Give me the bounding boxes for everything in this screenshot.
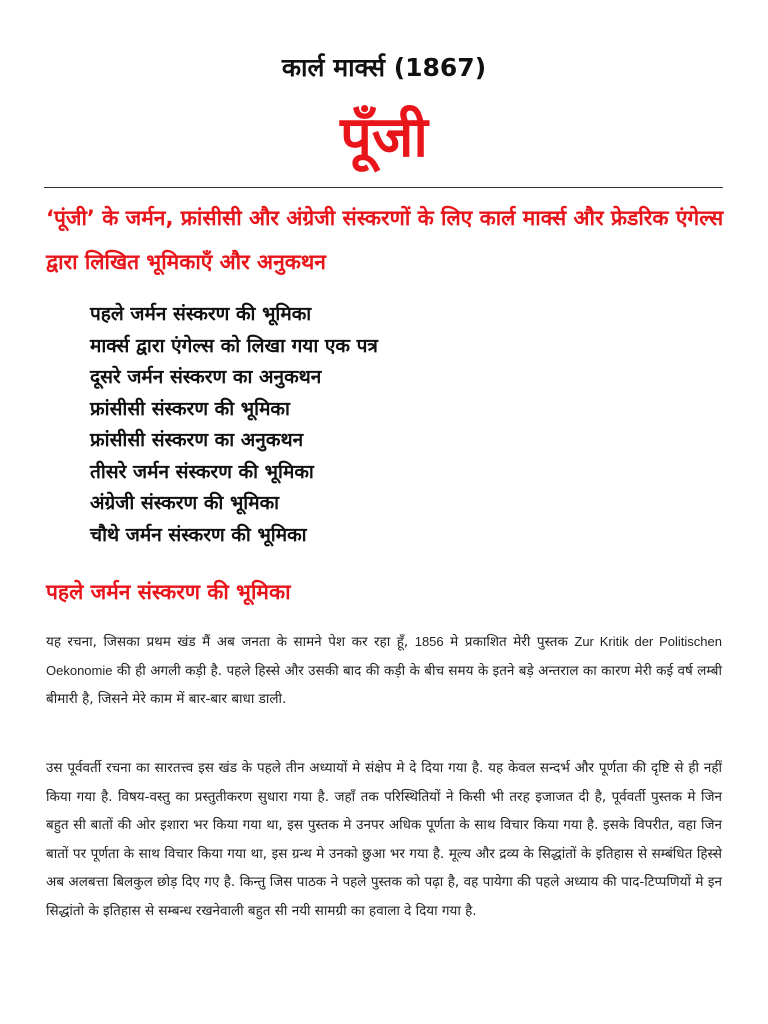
year: 1856 [414, 634, 444, 649]
table-of-contents [90, 299, 378, 551]
toc-item: तीसरे जर्मन संस्करण की भूमिका [90, 460, 314, 483]
author-line: कार्ल मार्क्स (1867) [281, 53, 487, 82]
book-title: पूँजी [340, 105, 428, 170]
toc-item: फ्रांसीसी संस्करण की भूमिका [90, 397, 290, 420]
toc-item: अंग्रेजी संस्करण की भूमिका [90, 492, 280, 514]
book-reference: Zur Kritik der Politischen Oekonomie [46, 634, 722, 678]
section-heading: पहले जर्मन संस्करण की भूमिका [46, 580, 291, 604]
paragraph-text: यह रचना, जिसका प्रथम खंड मैं अब जनता के सामने पेश कर रहा हूँ, [46, 634, 415, 650]
paragraph-text: मे प्रकाशित मेरी पुस्तक [443, 634, 575, 650]
body-paragraph: उस पूर्ववर्ती रचना का सारतत्त्व इस खंड के पहले तीन अध्यायों मे संक्षेप मे दे दिया गया है. यह केवल सन्दर्भ और पूर्णता की दृष्टि से ही नहीं किया गया है. विषय-वस्तु का प्रस्तुतीकरण सुधारा गया है. जहाँ तक परिस्थितियों ने किसी भी तरह इजाजत दी है, पूर्ववर्ती पुस्तक मे जिन बहुत सी बातों की ओर इशारा भर किया गया था, इस पुस्तक मे उनपर अधिक पूर्णता के साथ विचार किया गया है. इसके विपरीत, वहा जिन बातों पर पूर्णता के साथ विचार किया गया था, इस ग्रन्थ मे उनको छुआ भर गया है. मूल्य और द्रव्य के सिद्धांतों के इतिहास से सम्बंधित हिस्से अब अलबत्ता बिलकुल छोड़ दिए गए है. किन्तु जिस पाठक ने पहले पुस्तक को पढ़ा है, वह पायेगा की पहले अध्याय की पाद-टिप्पणियों मे इन सिद्धांतो के इतिहास से सम्बन्ध रखनेवाली बहुत सी नयी सामग्री का हवाला दे दिया गया है. [46, 760, 722, 919]
divider [44, 187, 723, 188]
toc-item: दूसरे जर्मन संस्करण का अनुकथन [90, 366, 322, 388]
toc-item: मार्क्स द्वारा एंगेल्स को लिखा गया एक पत्र [90, 334, 378, 357]
toc-item: चौथे जर्मन संस्करण की भूमिका [90, 523, 307, 546]
paragraph-text: की ही अगली कड़ी है. पहले हिस्से और उसकी बाद की कड़ी के बीच समय के इतने बड़े अन्तराल का कारण मेरी कई वर्ष लम्बी बीमारी है, जिसने मेरे काम में बार-बार बाधा डाली. [46, 662, 722, 707]
toc-item: पहले जर्मन संस्करण की भूमिका [90, 303, 312, 325]
subtitle: ‘पूंजी’ के जर्मन, फ्रांसीसी और अंग्रेजी संस्करणों के लिए कार्ल मार्क्स और फ्रेडरिक एंगेल्स द्वारा लिखित भूमिकाएँ और अनुकथन [46, 206, 724, 274]
body-paragraph [46, 628, 722, 714]
toc-item: फ्रांसीसी संस्करण का अनुकथन [90, 429, 304, 451]
